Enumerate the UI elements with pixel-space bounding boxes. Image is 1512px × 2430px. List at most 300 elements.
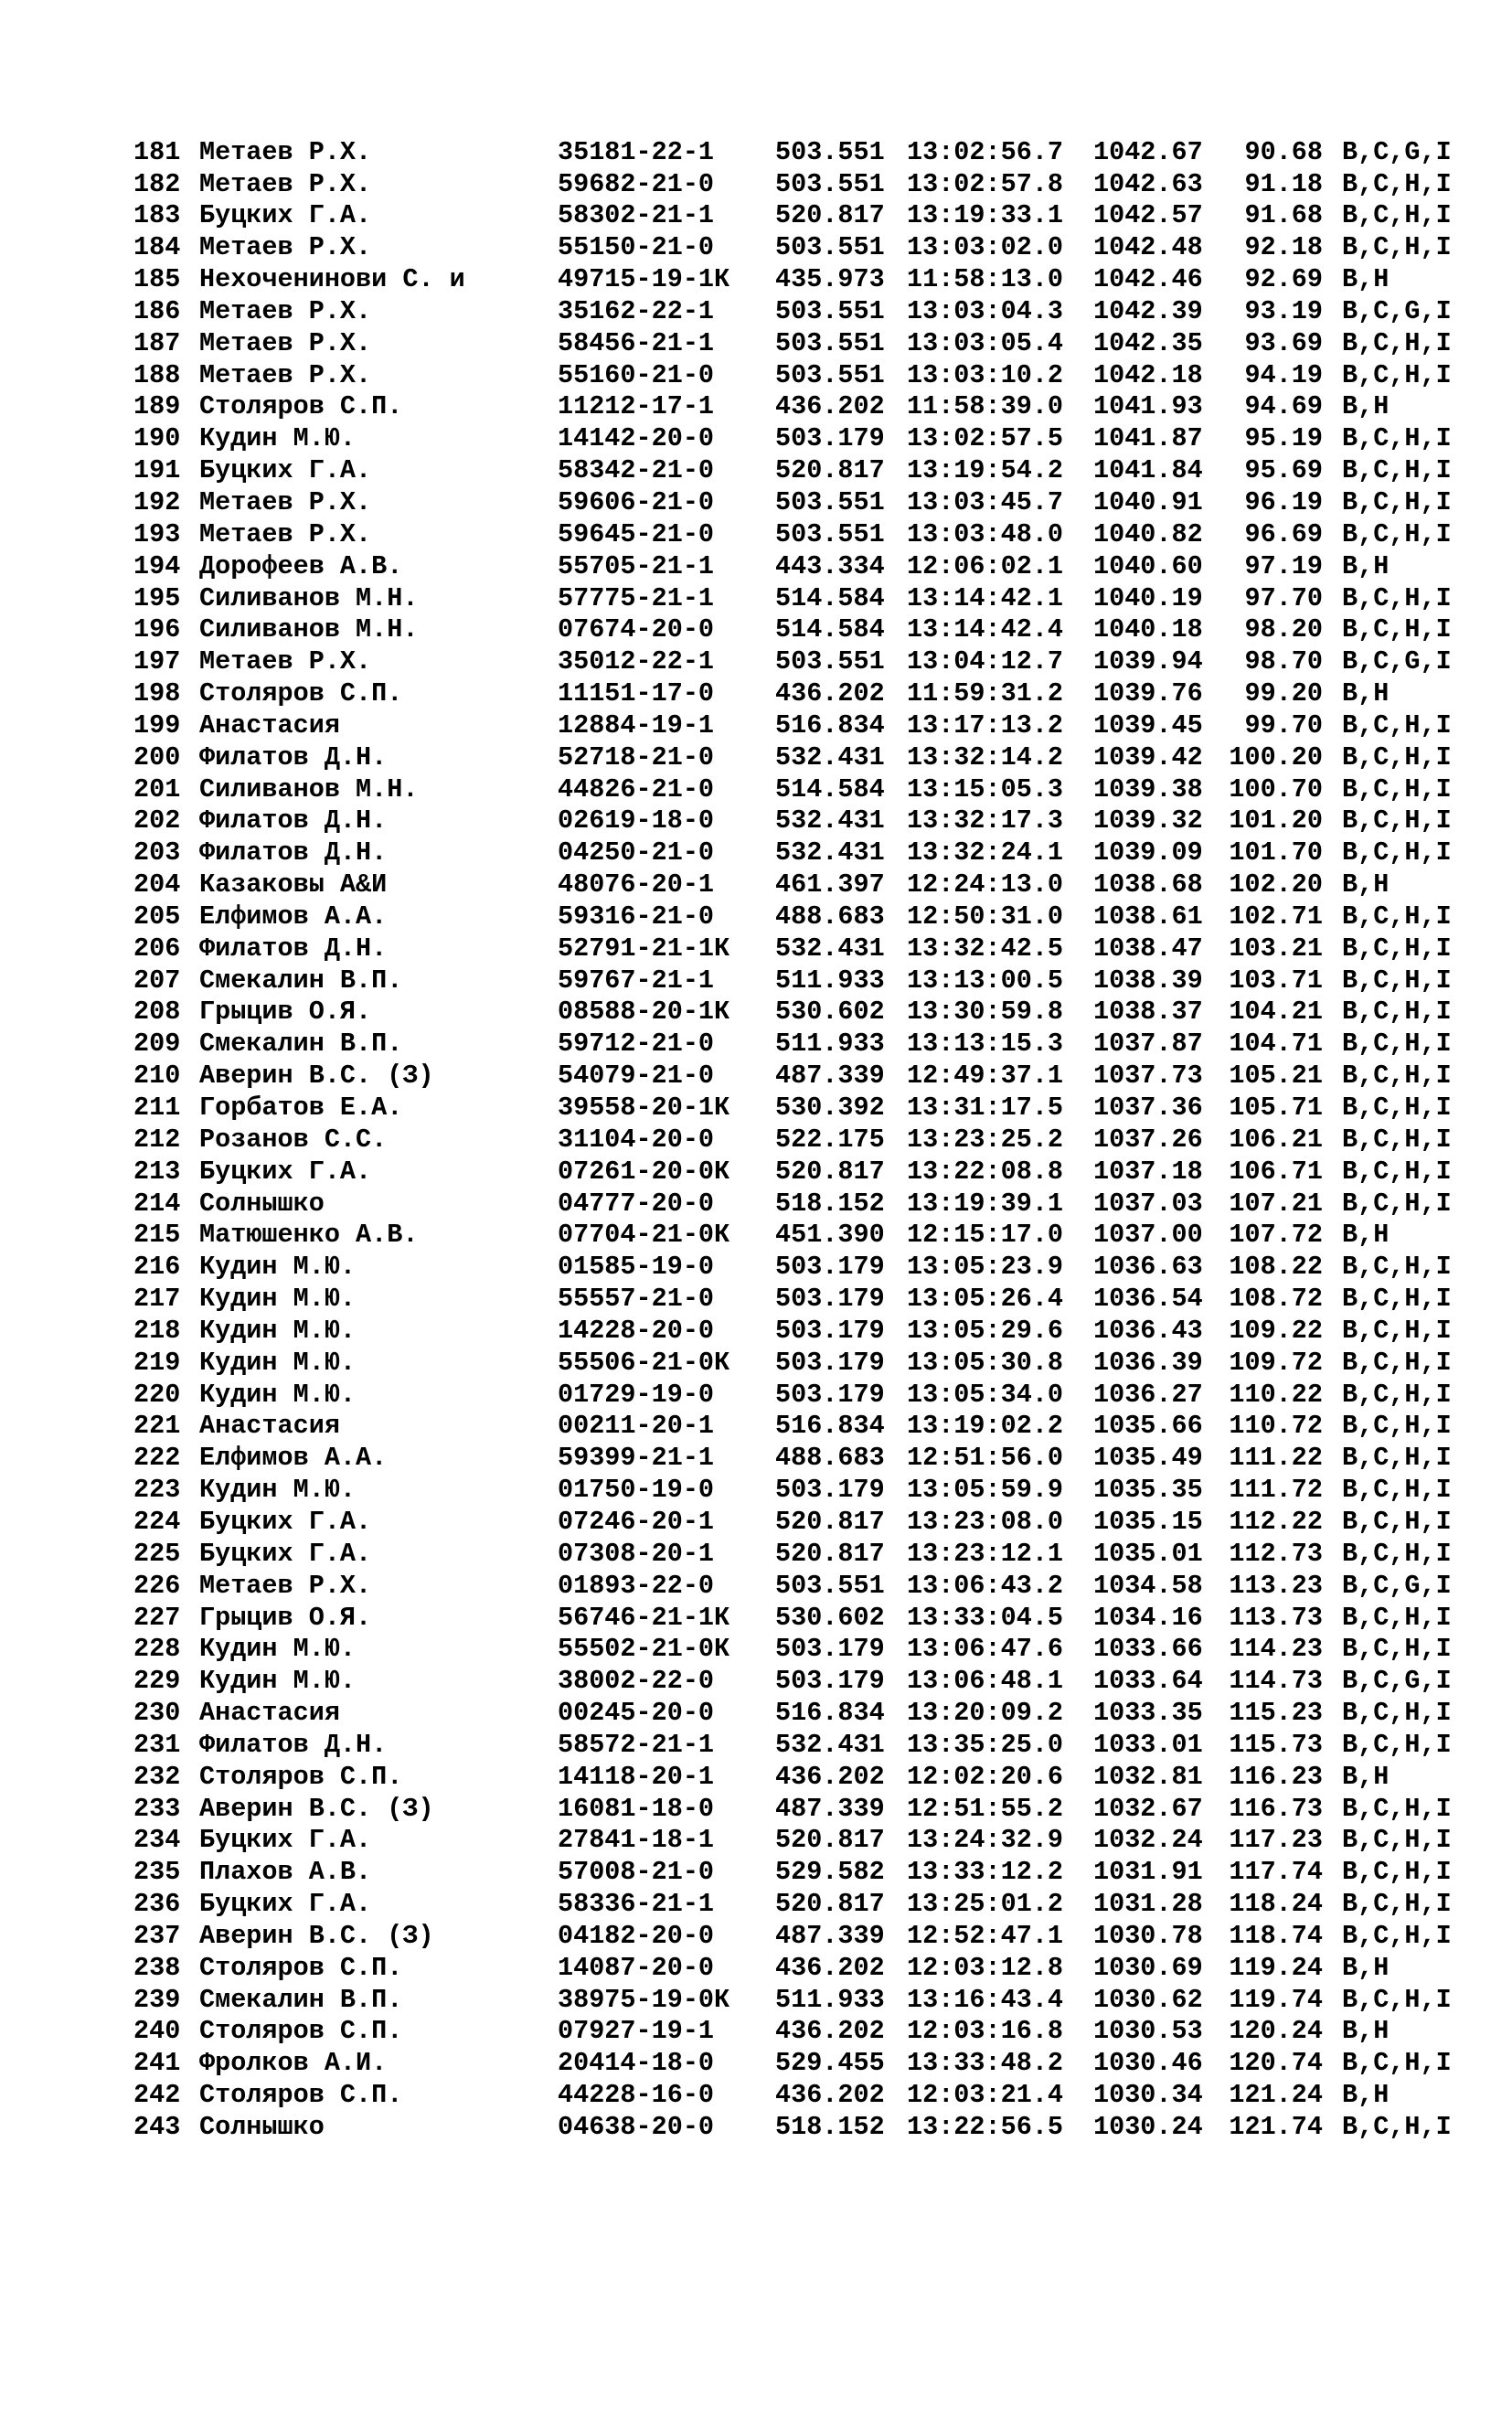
speed: 1040.60 — [1093, 550, 1203, 581]
ring-number: 58456-21-1 — [558, 327, 715, 358]
points: 95.19 — [1244, 423, 1323, 454]
fancier-name: Казаковы А&И — [199, 869, 388, 901]
fancier-name: Солнышко — [199, 2112, 325, 2142]
distance: 532.431 — [775, 837, 885, 869]
distance: 488.683 — [775, 1443, 885, 1474]
table-row — [133, 232, 1486, 264]
speed: 1030.24 — [1093, 2112, 1203, 2142]
place-number: 221 — [133, 1411, 181, 1442]
table-row — [133, 423, 1486, 455]
distance: 487.339 — [775, 1793, 885, 1824]
categories: B,C,H,I — [1342, 1602, 1452, 1633]
fancier-name: Буцких Г.А. — [199, 1156, 372, 1187]
speed: 1036.39 — [1093, 1347, 1203, 1378]
arrival-time: 12:03:16.8 — [907, 2016, 1064, 2047]
categories: B,H — [1342, 391, 1390, 422]
table-row — [133, 1634, 1486, 1666]
fancier-name: Буцких Г.А. — [199, 1825, 372, 1856]
speed: 1038.37 — [1093, 997, 1203, 1028]
table-row — [133, 1857, 1486, 1889]
place-number: 189 — [133, 391, 181, 422]
fancier-name: Филатов Д.Н. — [199, 837, 388, 869]
speed: 1030.62 — [1093, 1984, 1203, 2015]
points: 104.71 — [1229, 1028, 1323, 1060]
categories: B,C,H,I — [1342, 1284, 1452, 1315]
categories: B,C,H,I — [1342, 805, 1452, 837]
fancier-name: Метаев Р.Х. — [199, 359, 372, 390]
categories: B,H — [1342, 1761, 1390, 1792]
points: 107.21 — [1229, 1188, 1323, 1219]
place-number: 199 — [133, 709, 181, 741]
ring-number: 55502-21-0К — [558, 1634, 730, 1665]
distance: 514.584 — [775, 582, 885, 613]
distance: 503.179 — [775, 1315, 885, 1346]
distance: 520.817 — [775, 1506, 885, 1537]
place-number: 219 — [133, 1347, 181, 1378]
points: 111.22 — [1229, 1443, 1323, 1474]
arrival-time: 11:58:13.0 — [907, 264, 1064, 295]
ring-number: 52791-21-1К — [558, 933, 730, 964]
place-number: 240 — [133, 2016, 181, 2047]
categories: B,C,H,I — [1342, 1060, 1452, 1092]
ring-number: 14228-20-0 — [558, 1315, 715, 1346]
arrival-time: 13:20:09.2 — [907, 1698, 1064, 1729]
table-row — [133, 1284, 1486, 1316]
categories: B,C,H,I — [1342, 455, 1452, 486]
speed: 1036.43 — [1093, 1315, 1203, 1346]
distance: 503.551 — [775, 295, 885, 326]
arrival-time: 13:19:39.1 — [907, 1188, 1064, 1219]
table-row — [133, 1380, 1486, 1412]
points: 115.23 — [1229, 1698, 1323, 1729]
categories: B,C,H,I — [1342, 1825, 1452, 1856]
distance: 520.817 — [775, 1538, 885, 1569]
fancier-name: Метаев Р.Х. — [199, 1570, 372, 1601]
arrival-time: 13:23:25.2 — [907, 1124, 1064, 1155]
table-row — [133, 169, 1486, 201]
categories: B,C,H,I — [1342, 933, 1452, 964]
speed: 1042.57 — [1093, 200, 1203, 231]
place-number: 188 — [133, 359, 181, 390]
speed: 1032.67 — [1093, 1793, 1203, 1824]
table-row — [133, 1794, 1486, 1826]
speed: 1033.66 — [1093, 1634, 1203, 1665]
place-number: 220 — [133, 1379, 181, 1410]
table-row — [133, 2080, 1486, 2112]
categories: B,H — [1342, 1952, 1390, 1983]
table-row — [133, 710, 1486, 742]
categories: B,H — [1342, 264, 1390, 295]
arrival-time: 13:33:12.2 — [907, 1857, 1064, 1888]
speed: 1037.00 — [1093, 1220, 1203, 1251]
fancier-name: Метаев Р.Х. — [199, 327, 372, 358]
speed: 1031.91 — [1093, 1857, 1203, 1888]
table-row — [133, 1539, 1486, 1571]
distance: 503.179 — [775, 1379, 885, 1410]
place-number: 241 — [133, 2048, 181, 2079]
place-number: 209 — [133, 1028, 181, 1060]
ring-number: 55150-21-0 — [558, 232, 715, 263]
distance: 503.179 — [775, 1347, 885, 1378]
points: 102.20 — [1229, 869, 1323, 901]
table-row — [133, 360, 1486, 392]
place-number: 202 — [133, 805, 181, 837]
speed: 1033.35 — [1093, 1698, 1203, 1729]
arrival-time: 13:32:24.1 — [907, 837, 1064, 869]
categories: B,C,H,I — [1342, 486, 1452, 517]
fancier-name: Столяров С.П. — [199, 1952, 403, 1983]
place-number: 183 — [133, 200, 181, 231]
distance: 516.834 — [775, 1411, 885, 1442]
arrival-time: 13:05:26.4 — [907, 1284, 1064, 1315]
arrival-time: 13:05:29.6 — [907, 1315, 1064, 1346]
arrival-time: 13:17:13.2 — [907, 709, 1064, 741]
fancier-name: Силиванов М.Н. — [199, 773, 419, 805]
distance: 518.152 — [775, 1188, 885, 1219]
place-number: 228 — [133, 1634, 181, 1665]
place-number: 210 — [133, 1060, 181, 1092]
categories: B,C,H,I — [1342, 2048, 1452, 2079]
points: 102.71 — [1229, 901, 1323, 932]
categories: B,C,H,I — [1342, 1028, 1452, 1060]
place-number: 184 — [133, 232, 181, 263]
ring-number: 00211-20-1 — [558, 1411, 715, 1442]
points: 109.22 — [1229, 1315, 1323, 1346]
distance: 520.817 — [775, 1156, 885, 1187]
speed: 1042.35 — [1093, 327, 1203, 358]
arrival-time: 12:49:37.1 — [907, 1060, 1064, 1092]
distance: 503.179 — [775, 1284, 885, 1315]
distance: 514.584 — [775, 773, 885, 805]
distance: 532.431 — [775, 805, 885, 837]
points: 101.70 — [1229, 837, 1323, 869]
fancier-name: Плахов А.В. — [199, 1857, 372, 1888]
speed: 1036.54 — [1093, 1284, 1203, 1315]
points: 101.20 — [1229, 805, 1323, 837]
arrival-time: 12:52:47.1 — [907, 1920, 1064, 1951]
categories: B,C,G,I — [1342, 1666, 1452, 1697]
arrival-time: 13:05:34.0 — [907, 1379, 1064, 1410]
arrival-time: 13:05:23.9 — [907, 1252, 1064, 1283]
ring-number: 52718-21-0 — [558, 741, 715, 773]
arrival-time: 12:06:02.1 — [907, 550, 1064, 581]
table-row — [133, 200, 1486, 232]
arrival-time: 13:19:54.2 — [907, 455, 1064, 486]
categories: B,C,H,I — [1342, 1092, 1452, 1123]
table-row — [133, 1825, 1486, 1857]
ring-number: 07927-19-1 — [558, 2016, 715, 2047]
place-number: 181 — [133, 136, 181, 167]
ring-number: 38975-19-0К — [558, 1984, 730, 2015]
arrival-time: 13:22:08.8 — [907, 1156, 1064, 1187]
ring-number: 58342-21-0 — [558, 455, 715, 486]
ring-number: 27841-18-1 — [558, 1825, 715, 1856]
distance: 516.834 — [775, 709, 885, 741]
arrival-time: 13:32:42.5 — [907, 933, 1064, 964]
speed: 1031.28 — [1093, 1889, 1203, 1920]
ring-number: 07704-21-0К — [558, 1220, 730, 1251]
ring-number: 02619-18-0 — [558, 805, 715, 837]
table-row — [133, 1443, 1486, 1475]
ring-number: 59767-21-1 — [558, 965, 715, 996]
place-number: 207 — [133, 965, 181, 996]
points: 104.21 — [1229, 997, 1323, 1028]
distance: 436.202 — [775, 678, 885, 709]
ring-number: 01729-19-0 — [558, 1379, 715, 1410]
arrival-time: 13:30:59.8 — [907, 997, 1064, 1028]
distance: 503.551 — [775, 1570, 885, 1601]
distance: 520.817 — [775, 200, 885, 231]
categories: B,C,H,I — [1342, 518, 1452, 549]
ring-number: 16081-18-0 — [558, 1793, 715, 1824]
place-number: 222 — [133, 1443, 181, 1474]
distance: 503.179 — [775, 1634, 885, 1665]
table-row — [133, 1666, 1486, 1698]
arrival-time: 13:35:25.0 — [907, 1729, 1064, 1760]
arrival-time: 12:24:13.0 — [907, 869, 1064, 901]
fancier-name: Кудин М.Ю. — [199, 1666, 357, 1697]
place-number: 213 — [133, 1156, 181, 1187]
place-number: 235 — [133, 1857, 181, 1888]
arrival-time: 13:02:57.5 — [907, 423, 1064, 454]
points: 91.68 — [1244, 200, 1323, 231]
ring-number: 00245-20-0 — [558, 1698, 715, 1729]
place-number: 234 — [133, 1825, 181, 1856]
distance: 530.392 — [775, 1092, 885, 1123]
place-number: 195 — [133, 582, 181, 613]
table-row — [133, 328, 1486, 360]
speed: 1030.69 — [1093, 1952, 1203, 1983]
speed: 1041.87 — [1093, 423, 1203, 454]
place-number: 205 — [133, 901, 181, 932]
distance: 436.202 — [775, 2016, 885, 2047]
speed: 1042.46 — [1093, 264, 1203, 295]
distance: 503.179 — [775, 1475, 885, 1506]
speed: 1030.53 — [1093, 2016, 1203, 2047]
distance: 487.339 — [775, 1920, 885, 1951]
speed: 1040.82 — [1093, 518, 1203, 549]
table-row — [133, 1252, 1486, 1284]
arrival-time: 13:03:02.0 — [907, 232, 1064, 263]
points: 116.73 — [1229, 1793, 1323, 1824]
points: 121.74 — [1229, 2112, 1323, 2142]
fancier-name: Нехоченинови С. и — [199, 264, 465, 295]
table-row — [133, 583, 1486, 615]
distance: 451.390 — [775, 1220, 885, 1251]
distance: 516.834 — [775, 1698, 885, 1729]
distance: 435.973 — [775, 264, 885, 295]
points: 90.68 — [1244, 136, 1323, 167]
points: 110.72 — [1229, 1411, 1323, 1442]
table-row — [133, 296, 1486, 328]
points: 108.22 — [1229, 1252, 1323, 1283]
arrival-time: 13:24:32.9 — [907, 1825, 1064, 1856]
speed: 1033.01 — [1093, 1729, 1203, 1760]
points: 98.20 — [1244, 614, 1323, 645]
fancier-name: Метаев Р.Х. — [199, 518, 372, 549]
categories: B,C,H,I — [1342, 168, 1452, 199]
points: 96.19 — [1244, 486, 1323, 517]
place-number: 224 — [133, 1506, 181, 1537]
categories: B,H — [1342, 869, 1390, 901]
table-row — [133, 137, 1486, 169]
arrival-time: 13:33:04.5 — [907, 1602, 1064, 1633]
points: 106.71 — [1229, 1156, 1323, 1187]
points: 95.69 — [1244, 455, 1323, 486]
arrival-time: 12:03:21.4 — [907, 2080, 1064, 2111]
place-number: 215 — [133, 1220, 181, 1251]
categories: B,C,H,I — [1342, 1475, 1452, 1506]
place-number: 208 — [133, 997, 181, 1028]
distance: 487.339 — [775, 1060, 885, 1092]
place-number: 237 — [133, 1920, 181, 1951]
table-row — [133, 1698, 1486, 1730]
arrival-time: 12:50:31.0 — [907, 901, 1064, 932]
speed: 1035.49 — [1093, 1443, 1203, 1474]
table-row — [133, 1762, 1486, 1794]
arrival-time: 13:13:00.5 — [907, 965, 1064, 996]
categories: B,H — [1342, 2016, 1390, 2047]
speed: 1042.18 — [1093, 359, 1203, 390]
fancier-name: Анастасия — [199, 1698, 340, 1729]
arrival-time: 13:03:04.3 — [907, 295, 1064, 326]
table-row — [133, 391, 1486, 423]
categories: B,C,H,I — [1342, 1124, 1452, 1155]
table-row — [133, 1411, 1486, 1443]
distance: 503.551 — [775, 518, 885, 549]
place-number: 226 — [133, 1570, 181, 1601]
table-row — [133, 1124, 1486, 1156]
distance: 530.602 — [775, 997, 885, 1028]
place-number: 197 — [133, 646, 181, 677]
points: 117.23 — [1229, 1825, 1323, 1856]
ring-number: 59712-21-0 — [558, 1028, 715, 1060]
categories: B,C,H,I — [1342, 614, 1452, 645]
ring-number: 12884-19-1 — [558, 709, 715, 741]
arrival-time: 13:02:56.7 — [907, 136, 1064, 167]
ring-number: 55506-21-0К — [558, 1347, 730, 1378]
fancier-name: Грыцив О.Я. — [199, 1602, 372, 1633]
table-row — [133, 805, 1486, 837]
fancier-name: Филатов Д.Н. — [199, 741, 388, 773]
categories: B,C,H,I — [1342, 1411, 1452, 1442]
arrival-time: 13:04:12.7 — [907, 646, 1064, 677]
points: 112.22 — [1229, 1506, 1323, 1537]
fancier-name: Столяров С.П. — [199, 2016, 403, 2047]
categories: B,C,H,I — [1342, 1698, 1452, 1729]
speed: 1037.03 — [1093, 1188, 1203, 1219]
fancier-name: Столяров С.П. — [199, 391, 403, 422]
points: 99.20 — [1244, 678, 1323, 709]
points: 91.18 — [1244, 168, 1323, 199]
ring-number: 58302-21-1 — [558, 200, 715, 231]
fancier-name: Смекалин В.П. — [199, 965, 403, 996]
arrival-time: 13:14:42.4 — [907, 614, 1064, 645]
ring-number: 55705-21-1 — [558, 550, 715, 581]
fancier-name: Кудин М.Ю. — [199, 1315, 357, 1346]
categories: B,H — [1342, 1220, 1390, 1251]
ring-number: 04638-20-0 — [558, 2112, 715, 2142]
place-number: 201 — [133, 773, 181, 805]
speed: 1038.68 — [1093, 869, 1203, 901]
distance: 511.933 — [775, 1984, 885, 2015]
categories: B,C,H,I — [1342, 1506, 1452, 1537]
ring-number: 11151-17-0 — [558, 678, 715, 709]
categories: B,C,H,I — [1342, 1889, 1452, 1920]
place-number: 187 — [133, 327, 181, 358]
points: 105.21 — [1229, 1060, 1323, 1092]
arrival-time: 13:14:42.1 — [907, 582, 1064, 613]
arrival-time: 13:03:05.4 — [907, 327, 1064, 358]
ring-number: 55557-21-0 — [558, 1284, 715, 1315]
table-row — [133, 1921, 1486, 1953]
speed: 1030.46 — [1093, 2048, 1203, 2079]
fancier-name: Фролков А.И. — [199, 2048, 388, 2079]
speed: 1037.36 — [1093, 1092, 1203, 1123]
arrival-time: 13:03:45.7 — [907, 486, 1064, 517]
place-number: 239 — [133, 1984, 181, 2015]
place-number: 216 — [133, 1252, 181, 1283]
points: 93.69 — [1244, 327, 1323, 358]
table-row — [133, 1220, 1486, 1252]
points: 98.70 — [1244, 646, 1323, 677]
speed: 1038.47 — [1093, 933, 1203, 964]
table-row — [133, 1475, 1486, 1507]
speed: 1039.38 — [1093, 773, 1203, 805]
table-row — [133, 2112, 1486, 2144]
speed: 1037.26 — [1093, 1124, 1203, 1155]
distance: 529.455 — [775, 2048, 885, 2079]
categories: B,C,H,I — [1342, 1347, 1452, 1378]
speed: 1039.45 — [1093, 709, 1203, 741]
fancier-name: Кудин М.Ю. — [199, 1634, 357, 1665]
speed: 1036.27 — [1093, 1379, 1203, 1410]
arrival-time: 13:16:43.4 — [907, 1984, 1064, 2015]
ring-number: 35181-22-1 — [558, 136, 715, 167]
arrival-time: 13:25:01.2 — [907, 1889, 1064, 1920]
ring-number: 44826-21-0 — [558, 773, 715, 805]
categories: B,C,H,I — [1342, 1793, 1452, 1824]
distance: 503.179 — [775, 1252, 885, 1283]
categories: B,C,G,I — [1342, 136, 1452, 167]
place-number: 232 — [133, 1761, 181, 1792]
categories: B,C,H,I — [1342, 741, 1452, 773]
distance: 436.202 — [775, 391, 885, 422]
ring-number: 58572-21-1 — [558, 1729, 715, 1760]
categories: B,C,H,I — [1342, 773, 1452, 805]
distance: 520.817 — [775, 1825, 885, 1856]
speed: 1032.81 — [1093, 1761, 1203, 1792]
speed: 1039.94 — [1093, 646, 1203, 677]
categories: B,C,H,I — [1342, 837, 1452, 869]
speed: 1035.35 — [1093, 1475, 1203, 1506]
speed: 1042.67 — [1093, 136, 1203, 167]
fancier-name: Буцких Г.А. — [199, 1538, 372, 1569]
arrival-time: 13:06:48.1 — [907, 1666, 1064, 1697]
ring-number: 48076-20-1 — [558, 869, 715, 901]
points: 103.71 — [1229, 965, 1323, 996]
speed: 1034.58 — [1093, 1570, 1203, 1601]
distance: 520.817 — [775, 1889, 885, 1920]
categories: B,C,H,I — [1342, 1443, 1452, 1474]
table-row — [133, 933, 1486, 965]
distance: 514.584 — [775, 614, 885, 645]
points: 120.24 — [1229, 2016, 1323, 2047]
speed: 1039.76 — [1093, 678, 1203, 709]
categories: B,C,H,I — [1342, 2112, 1452, 2142]
speed: 1042.39 — [1093, 295, 1203, 326]
points: 116.23 — [1229, 1761, 1323, 1792]
